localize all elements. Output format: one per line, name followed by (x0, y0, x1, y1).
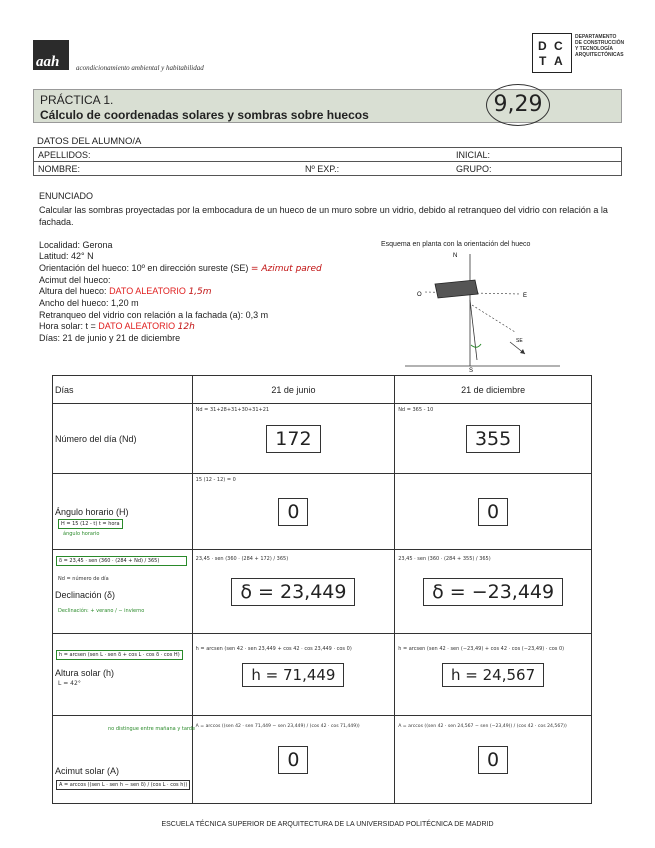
table-row: Ángulo horario (H) H = 15 (12 - t) t = hora ángulo horario 15 (12 - 12) = 0 0 0 (53, 474, 592, 550)
results-table (52, 375, 592, 804)
table-row: no distingue entre mañana y tarde Acimut solar (A) A = arccos ((sen L · sen h − sen δ) / (cos L · cos h)) A = arccos ((sen 42 · sen 71,449 − sen 23,449) / (cos 42 · cos 71,449)) 0 A = arccos ((sen 42 · sen 24,567 − sen (−23,49)) / (cos 42 · cos 24,567)) 0 (53, 716, 592, 804)
diagram-title: Esquema en planta con la orientación del hueco (381, 241, 531, 248)
department-name: DEPARTAMENTO DE CONSTRUCCIÓN Y TECNOLOGÍA ARQUITECTÓNICAS (575, 34, 625, 58)
result-box: 0 (478, 746, 508, 774)
table-row: δ = 23,45 · sen (360 · (284 + Nd) / 365) Nd = número de día Declinación (δ) Declinación: + verano / − invierno 23,45 · sen (360 · (284 + 172) / 365) δ = 23,449 23,45 · sen (360 · (284 + 355) / 365) δ = −23,449 (53, 550, 592, 634)
result-box: δ = −23,449 (423, 578, 563, 606)
result-box: 172 (266, 425, 320, 453)
result-box: 355 (466, 425, 520, 453)
inicial-label: INICIAL: (456, 150, 491, 160)
row-label: Acimut solar (A) (55, 766, 120, 776)
west-label: O (417, 292, 422, 298)
row-label: Altura solar (h) (55, 668, 115, 678)
footer: ESCUELA TÉCNICA SUPERIOR DE ARQUITECTURA DE LA UNIVERSIDAD POLITÉCNICA DE MADRID (161, 821, 494, 828)
aah-logo: aah (33, 40, 69, 70)
row-label: Número del día (Nd) (53, 404, 193, 474)
statement-title: ENUNCIADO (39, 191, 94, 201)
result-box: h = 71,449 (242, 663, 344, 687)
grupo-label: GRUPO: (456, 164, 492, 174)
problem-data: Localidad: Gerona Latitud: 42° N Orientación del hueco: 10º en dirección sureste (SE) = Azimut pared Acimut del hueco: Altura del hueco: DATO ALEATORIO 1,5m Ancho del hueco: 1,20 m Retranqueo del vidrio con relación a la fachada (a): 0,3 m Hora solar: t = DATO ALEATORIO 12h Días: 21 de junio y 21 de diciembre (39, 240, 322, 344)
orientation-diagram (395, 250, 565, 372)
table-row: Número del día (Nd) Nd = 31+28+31+30+31+21 172 Nd = 365 - 10 355 (53, 404, 592, 474)
header-junio: 21 de junio (192, 376, 395, 404)
result-box: 0 (278, 746, 308, 774)
south-label: S (469, 368, 474, 372)
row-label: Ángulo horario (H) (55, 507, 129, 517)
result-box: 0 (278, 498, 308, 526)
result-box: δ = 23,449 (231, 578, 355, 606)
dcta-logo: D C T A (532, 33, 572, 73)
row-label: Declinación (δ) (55, 590, 116, 600)
east-label: E (523, 293, 528, 299)
result-box: h = 24,567 (442, 663, 544, 687)
student-data-title: DATOS DEL ALUMNO/A (37, 136, 142, 147)
nombre-label: NOMBRE: (38, 164, 81, 174)
practice-title: Cálculo de coordenadas solares y sombras sobre huecos (40, 108, 369, 122)
practice-number: PRÁCTICA 1. (40, 93, 114, 107)
north-label: N (453, 253, 458, 259)
table-row: h = arcsen (sen L · sen δ + cos L · cos δ · cos H) Altura solar (h) L = 42° h = arcsen (sen 42 · sen 23,449 + cos 42 · cos 23,449 · cos 0) h = 71,449 h = arcsen (sen 42 · sen (−23,49) + cos 42 · cos (−23,49) · cos 0) h = 24,567 (53, 634, 592, 716)
grade-circle: 9,29 (486, 84, 550, 126)
header-diciembre: 21 de diciembre (395, 376, 592, 404)
nexp-label: Nº EXP.: (305, 164, 340, 174)
header-dias: Días (53, 376, 193, 404)
apellidos-label: APELLIDOS: (38, 150, 91, 160)
southeast-label: SE (516, 338, 523, 344)
statement-text: Calcular las sombras proyectadas por la embocadura de un hueco de un muro sobre un vidrio, debido al retranqueo del vidrio con relación a la fachada. (39, 205, 608, 227)
result-box: 0 (478, 498, 508, 526)
logo-tagline: acondicionamiento ambiental y habitabilidad (76, 64, 204, 72)
